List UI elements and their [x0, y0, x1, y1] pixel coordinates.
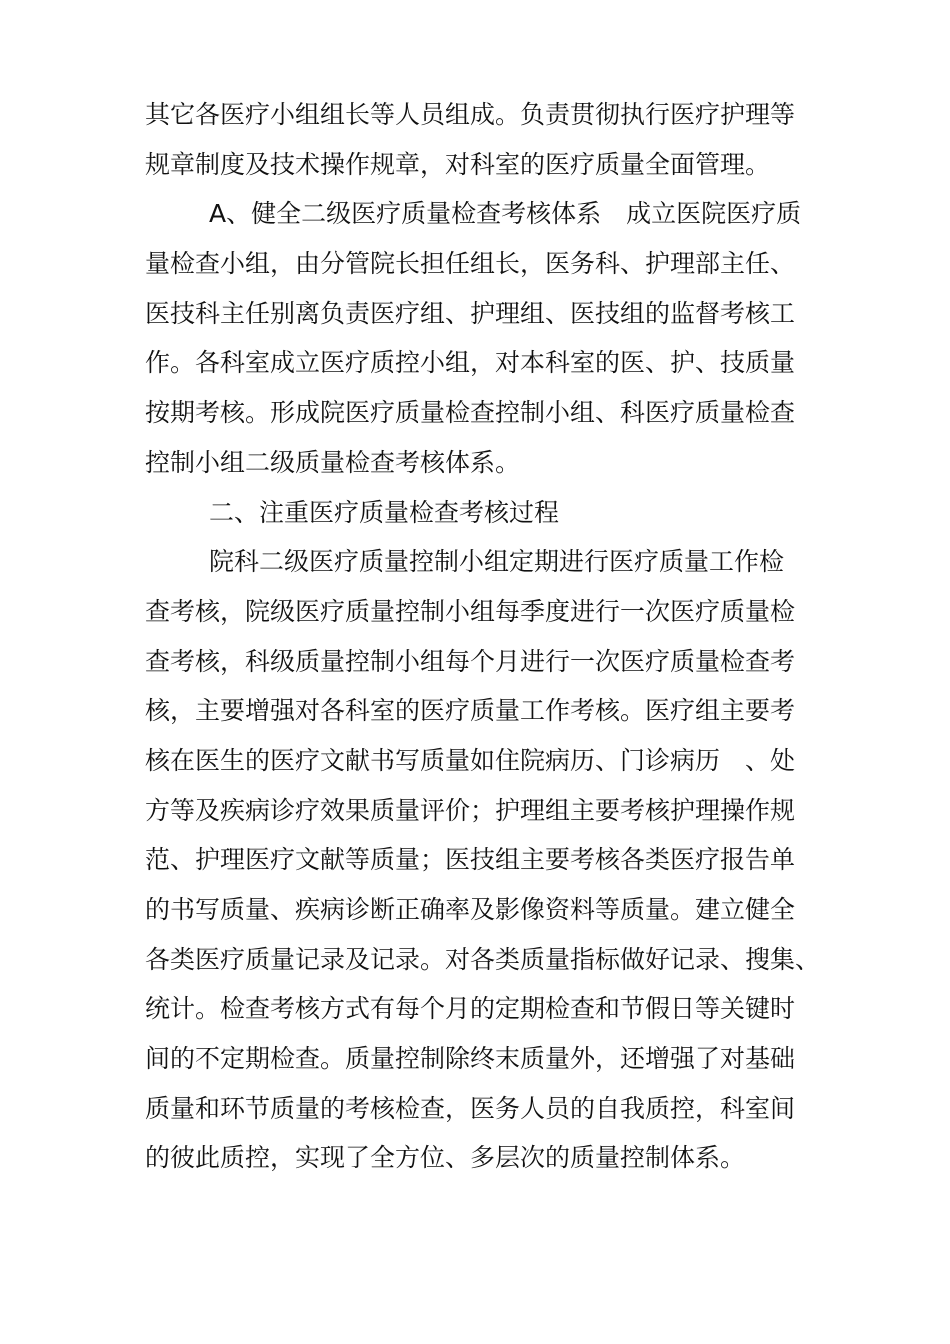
text-line: 医技科主任别离负责医疗组、护理组、医技组的监督考核工 [145, 298, 796, 328]
section-heading-line: A、健全二级医疗质量检查考核体系 成立医院医疗质 [209, 199, 802, 229]
text-line: 按期考核。形成院医疗质量检查控制小组、科医疗质量检查 [145, 398, 796, 428]
text-line: 的彼此质控，实现了全方位、多层次的质量控制体系。 [145, 1143, 746, 1173]
paragraph-first-line: 院科二级医疗质量控制小组定期进行医疗质量工作检 [209, 547, 785, 577]
text-line: 控制小组二级质量检查考核体系。 [145, 447, 521, 477]
body-text [145, 90, 821, 1183]
text-line: 质量和环节质量的考核检查，医务人员的自我质控，科室间 [145, 1093, 796, 1123]
text-line: 核，主要增强对各科室的医疗质量工作考核。医疗组主要考 [145, 696, 796, 726]
text-line: 统计。检查考核方式有每个月的定期检查和节假日等关键时 [145, 994, 796, 1024]
text-line: 其它各医疗小组组长等人员组成。负责贯彻执行医疗护理等 [145, 100, 796, 129]
text-line: 间的不定期检查。质量控制除终末质量外，还增强了对基础 [145, 1044, 796, 1074]
text-line: 查考核，科级质量控制小组每个月进行一次医疗质量检查考 [145, 646, 796, 676]
section-heading: 二、注重医疗质量检查考核过程 [209, 497, 560, 527]
text-line: 各类医疗质量记录及记录。对各类质量指标做好记录、搜集、 [145, 944, 821, 974]
text-line: 的书写质量、疾病诊断正确率及影像资料等质量。建立健全 [145, 895, 796, 924]
text-line: 量检查小组，由分管院长担任组长，医务科、护理部主任、 [145, 249, 796, 279]
text-line: 方等及疾病诊疗效果质量评价；护理组主要考核护理操作规 [145, 795, 796, 825]
text-line: 核在医生的医疗文献书写质量如住院病历、门诊病历 、处 [145, 745, 796, 775]
text-line: 查考核，院级医疗质量控制小组每季度进行一次医疗质量检 [145, 596, 796, 626]
text-line: 范、护理医疗文献等质量；医技组主要考核各类医疗报告单 [145, 845, 796, 875]
text-line: 规章制度及技术操作规章，对科室的医疗质量全面管理。 [145, 149, 771, 179]
text-line: 作。各科室成立医疗质控小组，对本科室的医、护、技质量 [145, 348, 796, 378]
